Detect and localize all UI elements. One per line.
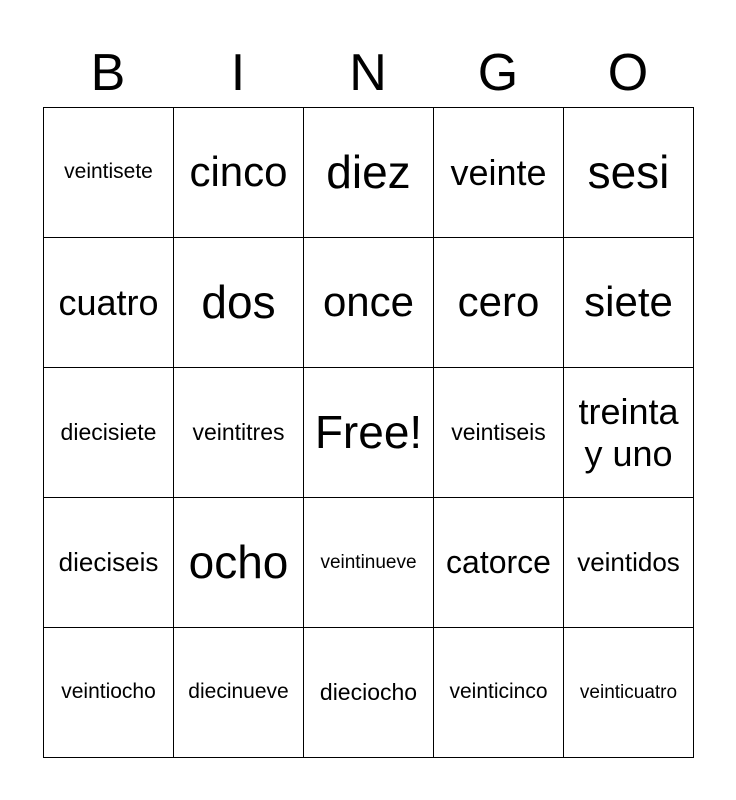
header-letter-i: I <box>230 44 246 102</box>
bingo-cell[interactable]: veinticinco <box>434 628 564 758</box>
bingo-cell[interactable]: veintiseis <box>434 368 564 498</box>
header-letter-g: G <box>477 44 519 102</box>
bingo-cell[interactable]: dos <box>174 238 304 368</box>
header-letter-b: B <box>90 44 126 102</box>
bingo-cell[interactable]: cuatro <box>44 238 174 368</box>
header-letter-o: O <box>607 44 649 102</box>
board-row-5 <box>44 628 694 758</box>
bingo-cell[interactable]: catorce <box>434 498 564 628</box>
bingo-cell[interactable]: veintiocho <box>44 628 174 758</box>
bingo-board <box>43 107 694 758</box>
bingo-cell[interactable]: once <box>304 238 434 368</box>
board-row-4 <box>44 498 694 628</box>
bingo-cell[interactable]: diez <box>304 108 434 238</box>
bingo-cell[interactable]: veintisete <box>44 108 174 238</box>
bingo-cell[interactable]: siete <box>564 238 694 368</box>
bingo-cell[interactable]: sesi <box>564 108 694 238</box>
bingo-cell[interactable]: treinta y uno <box>564 368 694 498</box>
bingo-cell[interactable]: dieciocho <box>304 628 434 758</box>
bingo-cell[interactable]: ocho <box>174 498 304 628</box>
bingo-cell[interactable]: veinte <box>434 108 564 238</box>
bingo-cell[interactable]: cero <box>434 238 564 368</box>
free-space-cell[interactable]: Free! <box>304 368 434 498</box>
bingo-cell[interactable]: cinco <box>174 108 304 238</box>
bingo-header <box>43 40 693 106</box>
bingo-cell[interactable]: dieciseis <box>44 498 174 628</box>
bingo-cell[interactable]: veinticuatro <box>564 628 694 758</box>
header-letter-n: N <box>349 44 387 102</box>
bingo-cell[interactable]: veintitres <box>174 368 304 498</box>
bingo-cell[interactable]: diecinueve <box>174 628 304 758</box>
board-row-1 <box>44 108 694 238</box>
bingo-cell[interactable]: veintidos <box>564 498 694 628</box>
bingo-cell[interactable]: diecisiete <box>44 368 174 498</box>
board-row-2 <box>44 238 694 368</box>
board-row-3 <box>44 368 694 498</box>
bingo-cell[interactable]: veintinueve <box>304 498 434 628</box>
